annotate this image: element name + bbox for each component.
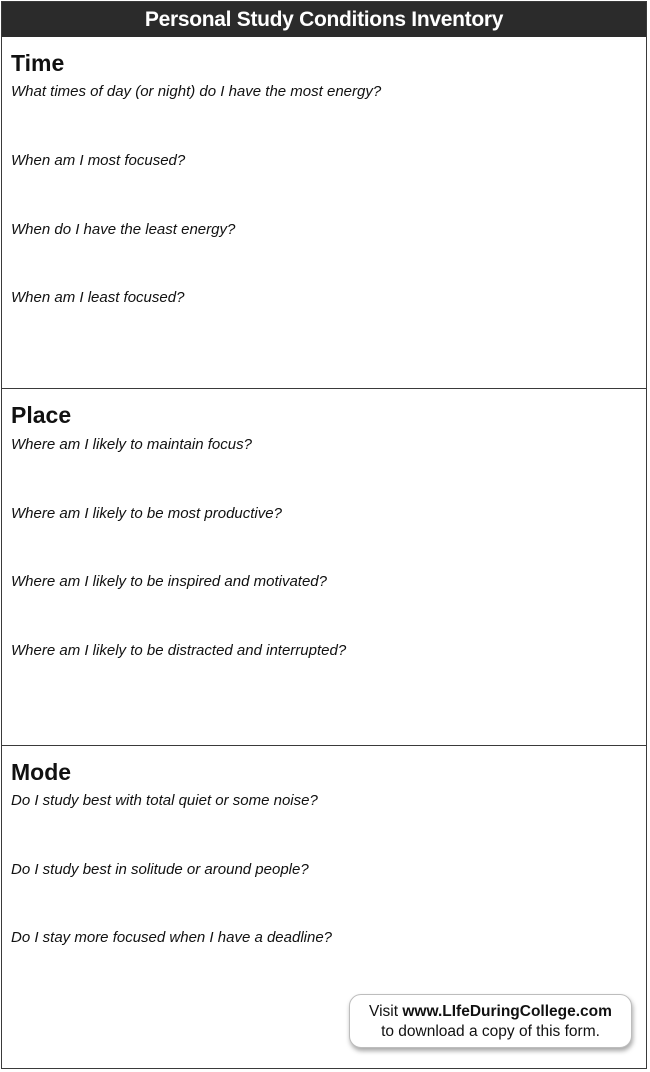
section-heading-mode: Mode [11, 759, 72, 785]
question-place-3: Where am I likely to be inspired and motivated? [11, 573, 327, 590]
section-heading-time: Time [11, 50, 65, 76]
question-time-2: When am I most focused? [11, 152, 186, 169]
question-place-4: Where am I likely to be distracted and interrupted? [11, 642, 347, 659]
question-place-1: Where am I likely to maintain focus? [11, 436, 252, 453]
download-callout [349, 994, 632, 1048]
form-title: Personal Study Conditions Inventory [2, 2, 646, 37]
study-conditions-form [1, 1, 647, 1069]
section-heading-place: Place [11, 402, 72, 428]
section-time [2, 37, 646, 388]
callout-visit-label: Visit [369, 1003, 399, 1020]
question-time-4: When am I least focused? [11, 289, 185, 306]
question-time-1: What times of day (or night) do I have the most energy? [11, 83, 382, 100]
question-place-2: Where am I likely to be most productive? [11, 505, 282, 522]
section-place [2, 388, 646, 745]
question-time-3: When do I have the least energy? [11, 221, 236, 238]
question-mode-3: Do I stay more focused when I have a deadline? [11, 929, 333, 946]
callout-line-1 [350, 1002, 631, 1022]
callout-line-2: to download a copy of this form. [381, 1023, 600, 1040]
question-mode-1: Do I study best with total quiet or some noise? [11, 792, 318, 809]
website-link[interactable]: www.LIfeDuringCollege.com [402, 1003, 612, 1020]
question-mode-2: Do I study best in solitude or around people? [11, 861, 309, 878]
